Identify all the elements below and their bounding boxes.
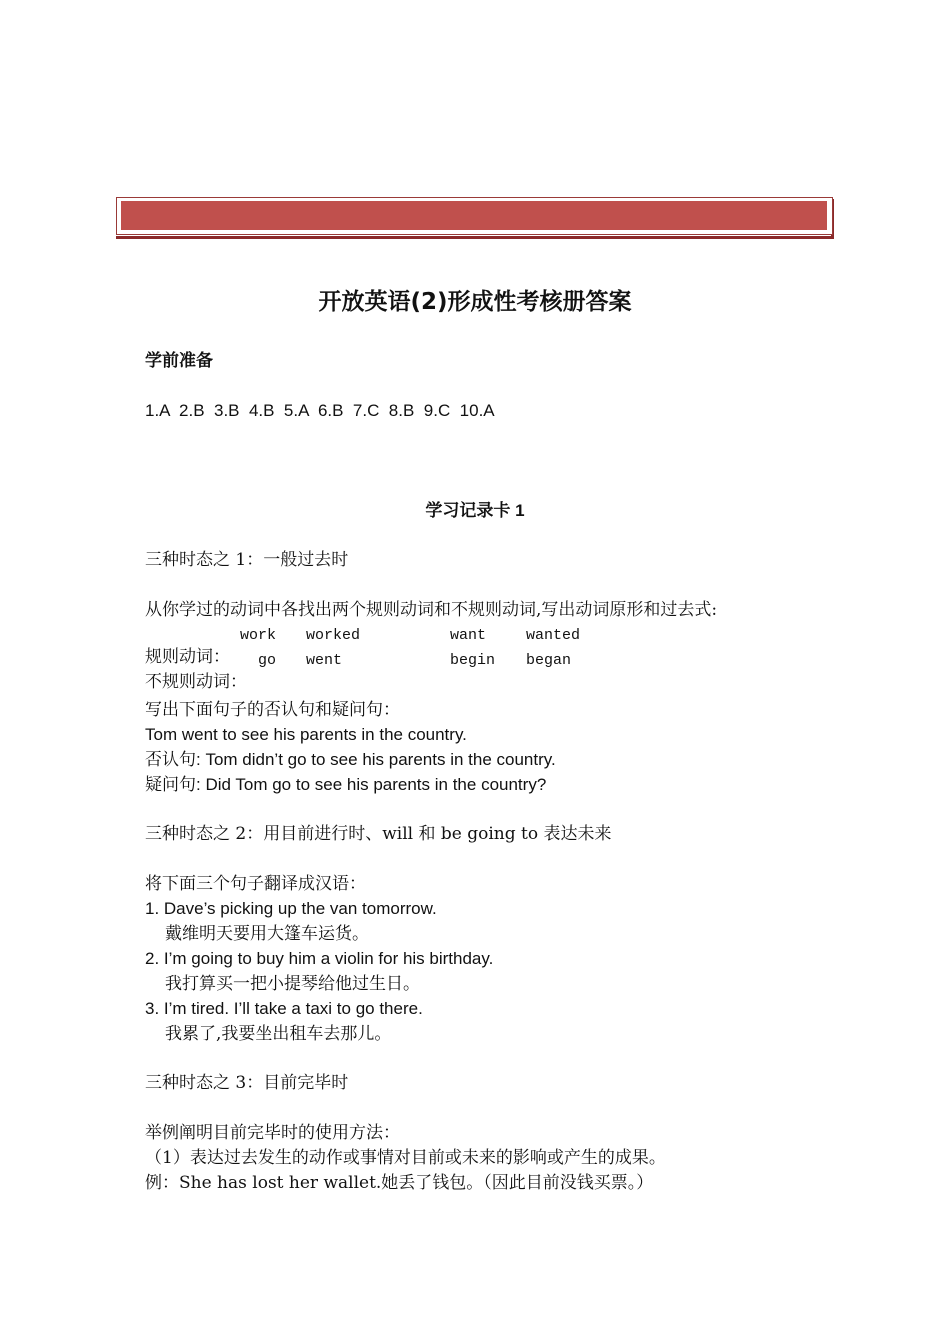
source-sentence: Tom went to see his parents in the country. — [145, 725, 467, 744]
irregular-verb-2: begin — [450, 652, 496, 669]
regular-verb-1: work — [240, 627, 277, 644]
tense2-heading: 三种时态之 2：用目前进行时、will 和 be going to 表达未来 — [145, 824, 612, 844]
regular-verb-1-past: worked — [306, 627, 361, 644]
tense3-task: 举例阐明目前完毕时的使用方法： — [145, 1123, 400, 1143]
regular-verbs-label: 规则动词： — [145, 647, 230, 667]
header-banner — [114, 197, 834, 239]
document-title: 开放英语(2)形成性考核册答案 — [318, 289, 632, 315]
banner-fill — [121, 201, 827, 230]
translation-item-3-zh: 我累了,我要坐出租车去那儿。 — [165, 1024, 392, 1044]
section-heading-card1: 学习记录卡 1 — [425, 501, 525, 520]
translation-item-1-zh: 戴维明天要用大篷车运货。 — [165, 924, 369, 944]
section-heading-prep: 学前准备 — [145, 351, 213, 370]
tense3-heading: 三种时态之 3：目前完毕时 — [145, 1073, 349, 1093]
regular-verb-2-past: wanted — [526, 627, 581, 644]
tense1-task: 从你学过的动词中各找出两个规则动词和不规则动词,写出动词原形和过去式: — [145, 600, 718, 620]
irregular-verb-1: go — [258, 652, 277, 669]
irregular-verb-1-past: went — [306, 652, 343, 669]
irregular-verbs-row — [145, 649, 845, 692]
tense1-heading: 三种时态之 1：一般过去时 — [145, 550, 349, 570]
negative-sentence: 否认句: Tom didn’t go to see his parents in the country. — [145, 750, 556, 769]
question-sentence: 疑问句: Did Tom go to see his parents in the country? — [145, 775, 547, 794]
translation-item-2-en: 2. I’m going to buy him a violin for his birthday. — [145, 949, 494, 968]
prep-answers: 1.A 2.B 3.B 4.B 5.A 6.B 7.C 8.B 9.C 10.A — [145, 401, 495, 420]
usage-point-1: （1）表达过去发生的动作或事情对目前或未来的影响或产生的成果。 — [145, 1148, 666, 1168]
tense1-task2: 写出下面句子的否认句和疑问句： — [145, 700, 400, 720]
irregular-verb-2-past: began — [526, 652, 572, 669]
translation-item-3-en: 3. I’m tired. I’ll take a taxi to go there. — [145, 999, 423, 1018]
banner-shadow-bottom — [116, 236, 834, 239]
usage-example-1: 例：She has lost her wallet.她丢了钱包。（因此目前没钱买票。） — [145, 1173, 654, 1193]
irregular-verbs-label: 不规则动词： — [145, 672, 247, 692]
regular-verb-2: want — [450, 627, 487, 644]
tense2-task: 将下面三个句子翻译成汉语： — [145, 874, 366, 894]
translation-item-2-zh: 我打算买一把小提琴给他过生日。 — [165, 974, 420, 994]
translation-item-1-en: 1. Dave’s picking up the van tomorrow. — [145, 899, 437, 918]
